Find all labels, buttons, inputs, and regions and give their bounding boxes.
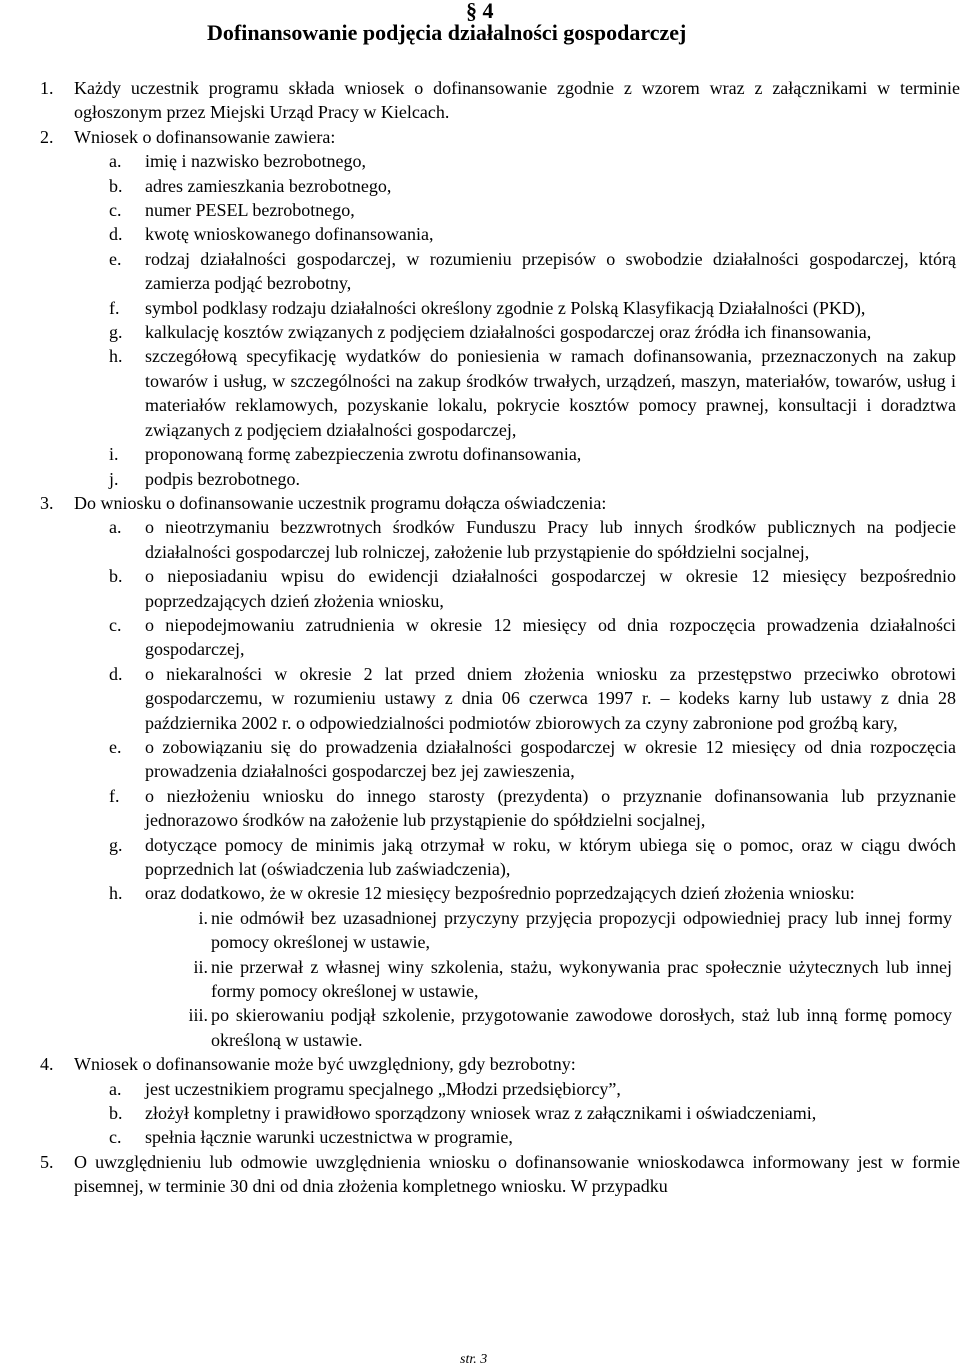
sub-sub-list-item <box>0 1003 960 1052</box>
item-number: j. <box>109 468 119 489</box>
item-number: d. <box>109 224 123 245</box>
sub-list-item <box>0 564 960 613</box>
item-number: iii. <box>188 1005 208 1026</box>
item-number: 3. <box>40 492 54 513</box>
item-text: złożył kompletny i prawidłowo sporządzony wniosek wraz z załącznikami i oświadczeniami, <box>145 1103 817 1124</box>
item-number: h. <box>109 346 123 367</box>
item-number: a. <box>109 151 122 172</box>
list-item <box>0 1052 960 1076</box>
list-item <box>0 125 960 149</box>
item-number: b. <box>109 175 123 196</box>
item-text: proponowaną formę zabezpieczenia zwrotu dofinansowania, <box>145 444 582 465</box>
item-text: Wniosek o dofinansowanie zawiera: <box>74 126 336 147</box>
sub-list-item <box>0 1125 960 1149</box>
item-number: g. <box>109 834 123 855</box>
item-number: 5. <box>40 1151 54 1172</box>
section-title: Dofinansowanie podjęcia działalności gospodarczej <box>207 20 687 45</box>
sub-list-item <box>0 198 960 222</box>
sub-sub-list-item <box>0 955 960 1004</box>
item-text: dotyczące pomocy de minimis jaką otrzymał w roku, w którym ubiega się o pomoc, oraz w ciągu dwóch poprzednich lat (oświadczenia lub zaświadczenia), <box>145 834 956 879</box>
sub-list-item <box>0 247 960 296</box>
item-text: jest uczestnikiem programu specjalnego „Młodzi przedsiębiorcy”, <box>145 1078 621 1099</box>
item-number: b. <box>109 566 123 587</box>
sub-list-item <box>0 1077 960 1101</box>
page-number: str. 3 <box>460 1352 488 1367</box>
item-number: c. <box>109 200 122 221</box>
item-text: o niekaralności w okresie 2 lat przed dniem złożenia wniosku za przestępstwo przeciwko obrotowi gospodarczemu, w rozumieniu ustawy z dnia 06 czerwca 1997 r. – kodeks karny lub ustawy z dnia 28 października 2002 r. o odpowiedzialności podmiotów zbiorowych za czyny zabronione pod groźbą kary, <box>145 663 956 733</box>
sub-list-item <box>0 320 960 344</box>
sub-list-item <box>0 1101 960 1125</box>
list-item <box>0 491 960 515</box>
item-number: 4. <box>40 1054 54 1075</box>
item-text: o nieposiadaniu wpisu do ewidencji działalności gospodarczej w okresie 12 miesięcy bezpośrednio poprzedzających dzień złożenia wniosku, <box>145 566 956 611</box>
item-number: g. <box>109 322 123 343</box>
item-text: Każdy uczestnik programu składa wniosek o dofinansowanie zgodnie z wzorem wraz z załącznikami w terminie ogłoszonym przez Miejski Urząd Pracy w Kielcach. <box>74 78 960 123</box>
item-text: adres zamieszkania bezrobotnego, <box>145 175 392 196</box>
item-text: kwotę wnioskowanego dofinansowania, <box>145 224 434 245</box>
sub-list-item <box>0 735 960 784</box>
sub-list-item <box>0 174 960 198</box>
list-item <box>0 1150 960 1199</box>
item-text: spełnia łącznie warunki uczestnictwa w programie, <box>145 1127 513 1148</box>
document-body <box>0 76 960 1199</box>
item-number: e. <box>109 736 122 757</box>
sub-list-item <box>0 344 960 442</box>
item-number: d. <box>109 663 123 684</box>
item-number: c. <box>109 1127 122 1148</box>
item-text: rodzaj działalności gospodarczej, w rozumieniu przepisów o swobodzie działalności gospodarczej, którą zamierza podjąć bezrobotny, <box>145 248 956 294</box>
item-number: e. <box>109 248 122 269</box>
sub-list-item <box>0 881 960 905</box>
item-text: numer PESEL bezrobotnego, <box>145 200 355 221</box>
item-number: ii. <box>193 956 208 977</box>
item-text: kalkulację kosztów związanych z podjęciem działalności gospodarczej oraz źródła ich finansowania, <box>145 322 872 343</box>
item-number: 1. <box>40 78 54 98</box>
sub-list-item <box>0 613 960 662</box>
item-number: a. <box>109 517 122 538</box>
sub-list-item <box>0 515 960 564</box>
item-text: o nieotrzymaniu bezzwrotnych środków Funduszu Pracy lub innych środków publicznych na podjecie działalności gospodarczej lub rolniczej, założenie lub przystąpienie do spółdzielni socjalnej, <box>145 517 956 562</box>
item-number: i. <box>198 907 208 928</box>
item-number: f. <box>109 297 120 318</box>
item-text: szczegółową specyfikację wydatków do poniesienia w ramach dofinansowania, przeznaczonych na zakup towarów i usług, w szczególności na zakup środków trwałych, urządzeń, maszyn, materiałów, towarów, usług i materiałów reklamowych, pozyskanie lokalu, pokrycie kosztów pomocy prawnej, konsultacji i doradztwa związanych z podjęciem działalności gospodarczej, <box>145 346 956 440</box>
item-number: h. <box>109 883 123 904</box>
list-item <box>0 76 960 125</box>
item-text: Do wniosku o dofinansowanie uczestnik programu dołącza oświadczenia: <box>74 492 607 513</box>
item-number: b. <box>109 1103 123 1124</box>
item-number: 2. <box>40 126 54 147</box>
item-text: symbol podklasy rodzaju działalności określony zgodnie z Polską Klasyfikacją Działalności (PKD), <box>145 297 866 318</box>
sub-sub-list-item <box>0 906 960 955</box>
section-number: § 4 <box>466 0 494 23</box>
sub-list-item <box>0 222 960 246</box>
item-text: o zobowiązaniu się do prowadzenia działalności gospodarczej w okresie 12 miesięcy od dnia rozpoczęcia prowadzenia działalności gospodarczej bez jej zawieszenia, <box>145 736 956 782</box>
item-text: o niezłożeniu wniosku do innego starosty (prezydenta) o przyznanie dofinansowania lub przyznanie jednorazowo środków na założenie lub przystąpienie do spółdzielni socjalnej, <box>145 785 956 831</box>
sub-list-item <box>0 467 960 491</box>
item-text: imię i nazwisko bezrobotnego, <box>145 151 366 172</box>
item-text: o niepodejmowaniu zatrudnienia w okresie 12 miesięcy od dnia rozpoczęcia prowadzenia działalności gospodarczej, <box>145 614 956 660</box>
sub-list-item <box>0 662 960 735</box>
item-text: O uwzględnieniu lub odmowie uwzględnienia wniosku o dofinansowanie wnioskodawca informowany jest w formie pisemnej, w terminie 30 dni od dnia złożenia kompletnego wniosku. W przypadku <box>74 1151 960 1197</box>
sub-list-item <box>0 442 960 466</box>
item-number: i. <box>109 444 119 465</box>
item-number: f. <box>109 785 120 806</box>
sub-list-item <box>0 784 960 833</box>
item-text: podpis bezrobotnego. <box>145 468 300 489</box>
item-number: a. <box>109 1078 122 1099</box>
sub-list-item <box>0 833 960 882</box>
item-number: c. <box>109 614 122 635</box>
sub-list-item <box>0 149 960 173</box>
item-text: po skierowaniu podjął szkolenie, przygotowanie zawodowe dorosłych, staż lub inną formę pomocy określoną w ustawie. <box>211 1005 952 1050</box>
sub-list-item <box>0 296 960 320</box>
item-text: nie przerwał z własnej winy szkolenia, stażu, wykonywania prac społecznie użytecznych lub innej formy pomocy określonej w ustawie, <box>211 956 952 1002</box>
item-text: oraz dodatkowo, że w okresie 12 miesięcy bezpośrednio poprzedzających dzień złożenia wniosku: <box>145 883 855 904</box>
item-text: Wniosek o dofinansowanie może być uwzględniony, gdy bezrobotny: <box>74 1054 576 1075</box>
item-text: nie odmówił bez uzasadnionej przyczyny przyjęcia propozycji odpowiedniej pracy lub innej formy pomocy określonej w ustawie, <box>211 907 952 953</box>
